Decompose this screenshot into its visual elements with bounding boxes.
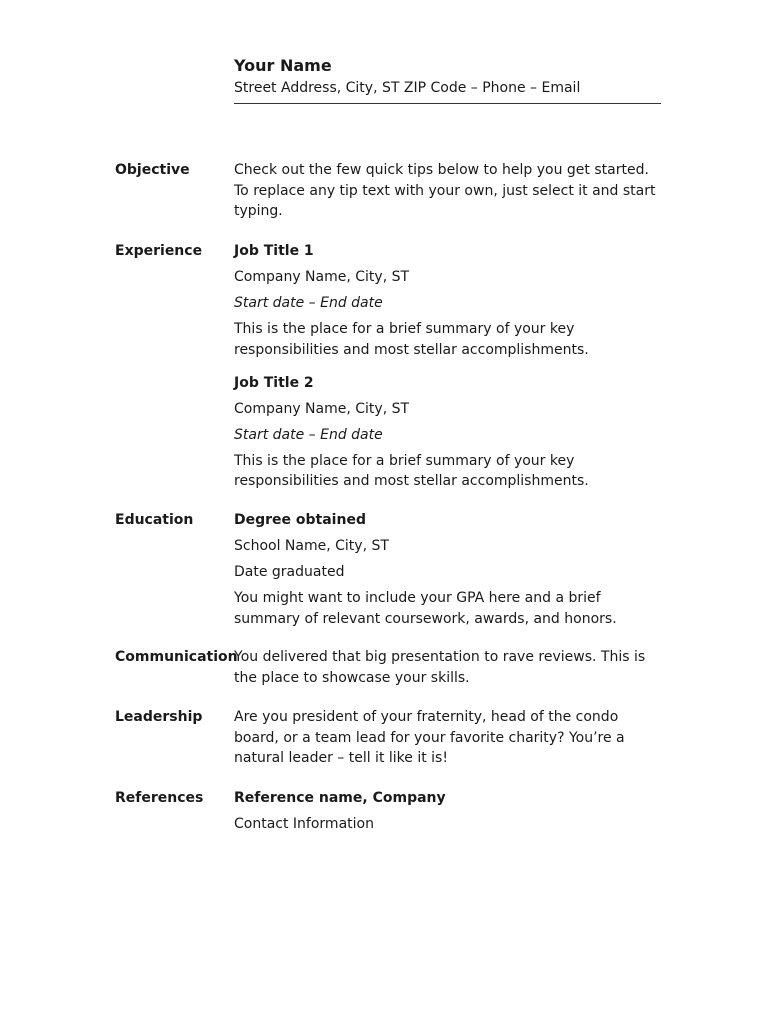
job-company[interactable]: Company Name, City, ST [234, 269, 410, 285]
candidate-name[interactable]: Your Name [234, 56, 332, 75]
job-summary[interactable]: This is the place for a brief summary of your key responsibilities and most stellar accomplishments. [234, 321, 589, 358]
communication-text[interactable]: You delivered that big presentation to rave reviews. This is the place to showcase your skills. [234, 649, 646, 686]
job-title[interactable]: Job Title 2 [234, 374, 314, 391]
job-title[interactable]: Job Title 1 [234, 243, 314, 259]
resume-header [234, 56, 661, 104]
leadership-content [234, 707, 662, 769]
education-content [234, 510, 662, 629]
job-dates[interactable]: Start date – End date [234, 426, 383, 443]
education-summary[interactable]: You might want to include your GPA here and a brief summary of relevant coursework, awards, and honors. [234, 590, 617, 627]
references-content [234, 788, 662, 835]
section-label-education: Education [115, 512, 194, 528]
job-company[interactable]: Company Name, City, ST [234, 400, 410, 417]
degree[interactable]: Degree obtained [234, 512, 366, 528]
section-label-objective: Objective [115, 162, 190, 178]
communication-content [234, 647, 662, 688]
leadership-text[interactable]: Are you president of your fraternity, head of the condo board, or a team lead for your favorite charity? You’re a natural leader – tell it like it is! [234, 709, 625, 766]
section-label-references: References [115, 790, 204, 806]
section-label-communication: Communication [115, 649, 238, 665]
graduation-date[interactable]: Date graduated [234, 564, 345, 580]
section-label-experience: Experience [115, 243, 203, 259]
job-summary[interactable]: This is the place for a brief summary of your key responsibilities and most stellar accomplishments. [234, 452, 589, 489]
school[interactable]: School Name, City, ST [234, 538, 389, 554]
contact-line[interactable]: Street Address, City, ST ZIP Code – Phone – Email [234, 78, 661, 104]
reference-contact[interactable]: Contact Information [234, 816, 374, 832]
job-dates[interactable]: Start date – End date [234, 295, 383, 311]
objective-text[interactable]: Check out the few quick tips below to help you get started. To replace any tip text with your own, just select it and start typing. [234, 162, 656, 219]
objective-content [234, 160, 662, 222]
experience-content [234, 241, 662, 492]
section-label-leadership: Leadership [115, 709, 203, 725]
reference-name[interactable]: Reference name, Company [234, 790, 446, 806]
